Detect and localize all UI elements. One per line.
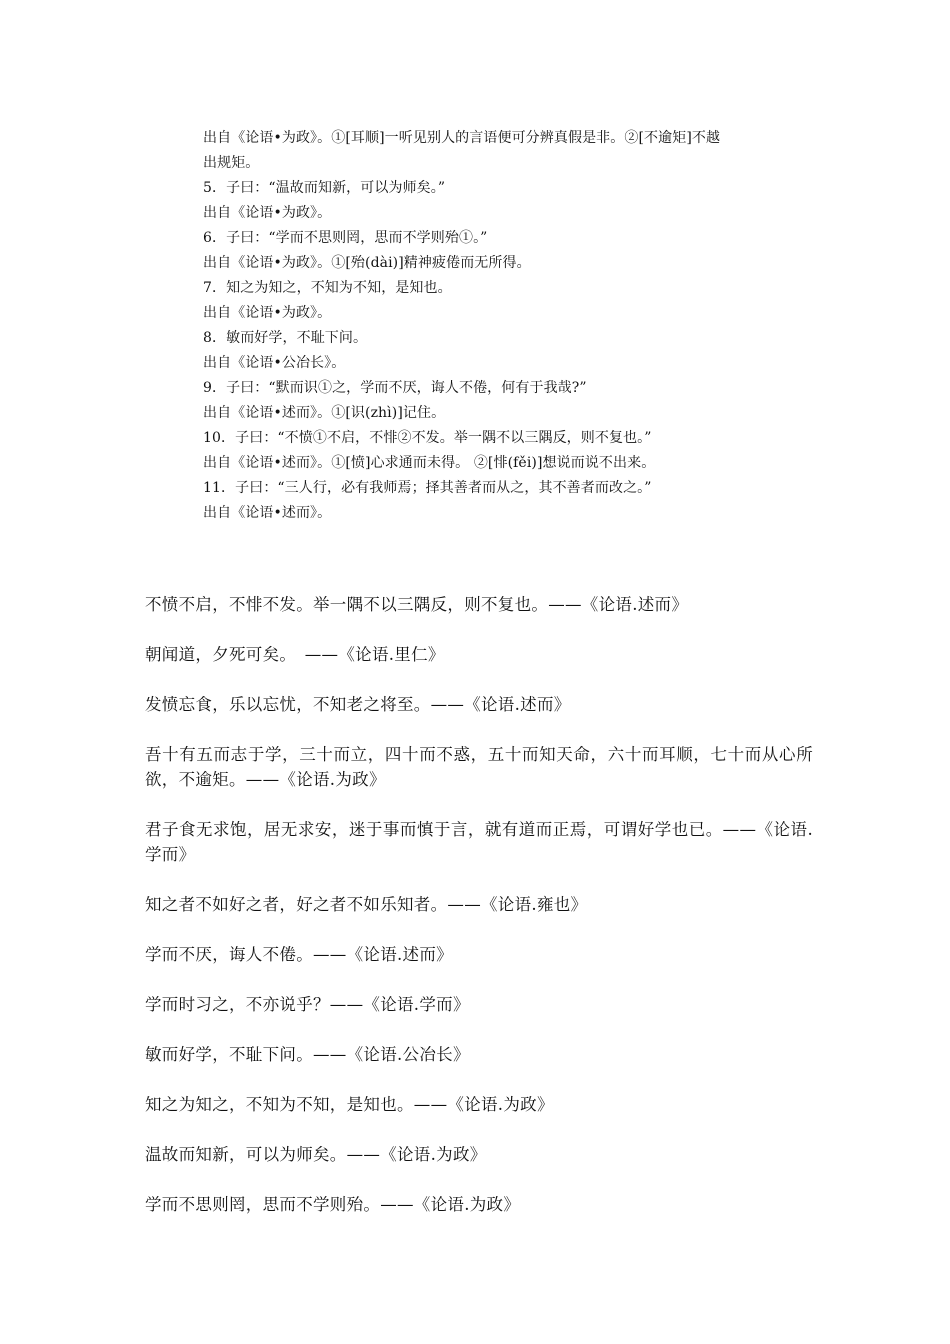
quote-paragraph: 学而时习之，不亦说乎？——《论语.学而》 — [145, 995, 470, 1014]
quote-paragraph: 君子食无求饱，居无求安，迷于事而慎于言，就有道而正焉，可谓好学也已。——《论语.学而》 — [145, 820, 813, 864]
note-line: 6．子曰：“学而不思则罔，思而不学则殆①。” — [203, 230, 488, 246]
quote-paragraph: 知之为知之，不知为不知，是知也。——《论语.为政》 — [145, 1095, 554, 1114]
note-line: 出自《论语•为政》。①[殆(dài)]精神疲倦而无所得。 — [203, 255, 531, 271]
quote-paragraph: 不愤不启，不悱不发。举一隅不以三隅反，则不复也。——《论语.述而》 — [145, 595, 689, 614]
note-line: 7．知之为知之，不知为不知，是知也。 — [203, 280, 452, 296]
note-line: 10．子曰：“不愤①不启，不悱②不发。举一隅不以三隅反，则不复也。” — [203, 430, 652, 446]
quotation-list — [145, 592, 813, 1242]
quote-paragraph: 学而不思则罔，思而不学则殆。——《论语.为政》 — [145, 1195, 521, 1214]
note-line: 出规矩。 — [203, 155, 260, 171]
note-line: 出自《论语•述而》。 — [203, 505, 332, 521]
note-line: 9．子曰：“默而识①之，学而不厌，诲人不倦，何有于我哉?” — [203, 380, 587, 396]
note-line: 出自《论语•为政》。 — [203, 205, 332, 221]
annotated-quote-list — [203, 126, 813, 526]
quote-paragraph: 温故而知新，可以为师矣。——《论语.为政》 — [145, 1145, 487, 1164]
note-line: 5．子曰：“温故而知新，可以为师矣。” — [203, 180, 446, 196]
quote-paragraph: 吾十有五而志于学，三十而立，四十而不惑，五十而知天命，六十而耳顺，七十而从心所欲，不逾矩。——《论语.为政》 — [145, 745, 813, 789]
note-line: 出自《论语•公冶长》。 — [203, 355, 346, 371]
quote-paragraph: 发愤忘食，乐以忘忧，不知老之将至。——《论语.述而》 — [145, 695, 571, 714]
note-line: 出自《论语•为政》。①[耳顺]一听见别人的言语便可分辨真假是非。②[不逾矩]不越 — [203, 130, 721, 146]
note-line: 11．子曰：“三人行，必有我师焉；择其善者而从之，其不善者而改之。” — [203, 480, 652, 496]
quote-paragraph: 知之者不如好之者，好之者不如乐知者。——《论语.雍也》 — [145, 895, 588, 914]
note-line: 出自《论语•为政》。 — [203, 305, 332, 321]
quote-paragraph: 敏而好学，不耻下问。——《论语.公冶长》 — [145, 1045, 470, 1064]
note-line: 8．敏而好学，不耻下问。 — [203, 330, 368, 346]
quote-paragraph: 学而不厌，诲人不倦。——《论语.述而》 — [145, 945, 453, 964]
note-line: 出自《论语•述而》。①[愤]心求通而未得。 ②[悱(fěi)]想说而说不出来。 — [203, 455, 656, 471]
note-line: 出自《论语•述而》。①[识(zhì)]记住。 — [203, 405, 446, 421]
quote-paragraph: 朝闻道，夕死可矣。 ——《论语.里仁》 — [145, 645, 445, 664]
